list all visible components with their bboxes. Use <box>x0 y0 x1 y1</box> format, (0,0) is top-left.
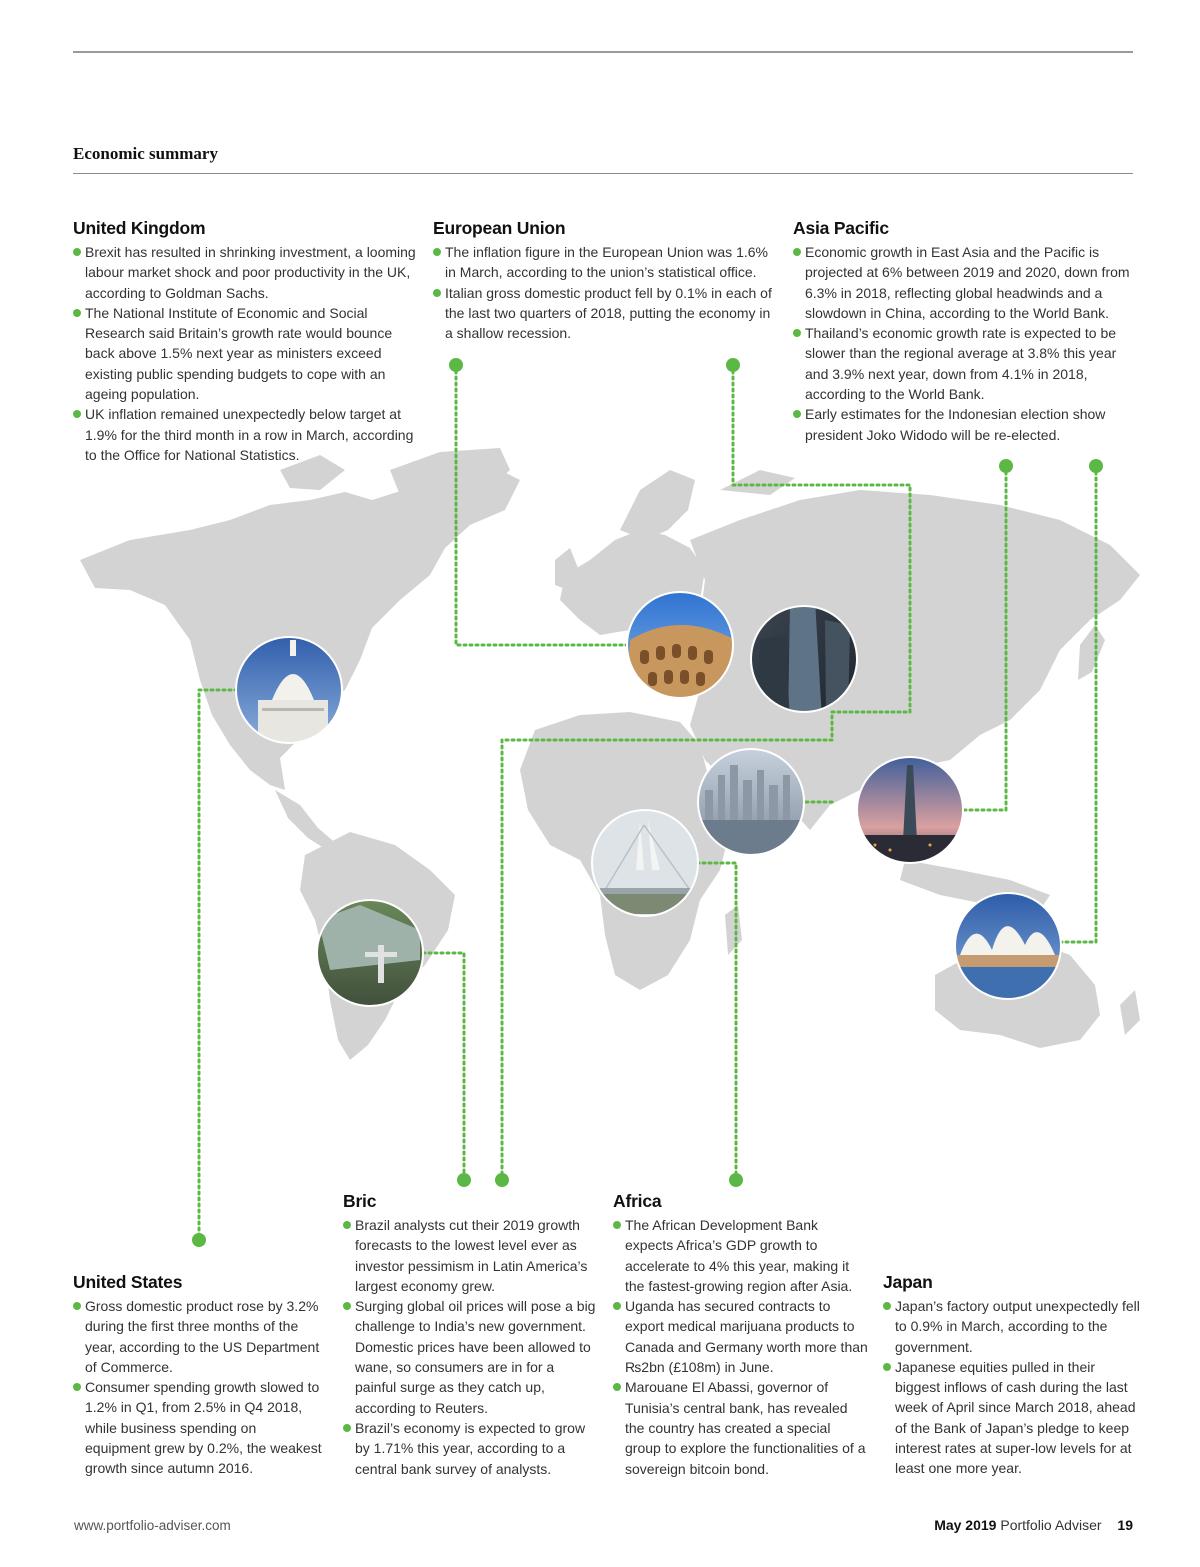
list-item: Italian gross domestic product fell by 0.1% in each of the last two quarters of 2018, putting the economy in a shallow recession. <box>433 283 778 344</box>
list-item: Economic growth in East Asia and the Pacific is projected at 6% between 2019 and 2020, down from 6.3% in 2018, reflecting global headwinds and a slowdown in China, according to the World Bank. <box>793 242 1138 323</box>
website-link[interactable]: www.portfolio-adviser.com <box>74 1518 231 1533</box>
section-title: Economic summary <box>73 144 218 163</box>
region-title: United Kingdom <box>73 218 206 238</box>
region-title: United States <box>73 1272 183 1292</box>
bullet-list <box>433 242 778 343</box>
list-item: The inflation figure in the European Union was 1.6% in March, according to the union’s statistical office. <box>433 242 778 283</box>
region-japan <box>883 1272 1143 1479</box>
list-item: The African Development Bank expects Africa’s GDP growth to accelerate to 4% this year, making it the fastest-growing region after Asia. <box>613 1215 868 1296</box>
bullet-list <box>73 242 418 465</box>
issue-date: May 2019 <box>934 1517 997 1533</box>
region-united-states <box>73 1272 323 1479</box>
list-item: Uganda has secured contracts to export medical marijuana products to Canada and Germany worth more than ₨2bn (£108m) in June. <box>613 1296 868 1377</box>
region-title: Bric <box>343 1191 377 1211</box>
list-item: Brazil’s economy is expected to grow by 1.71% this year, according to a central bank survey of analysts. <box>343 1418 598 1479</box>
region-bric <box>343 1191 598 1479</box>
list-item: Surging global oil prices will pose a big challenge to India’s new government. Domestic prices have been allowed to wane, so consumers are in for a painful surge as they catch up, according to Reuters. <box>343 1296 598 1418</box>
bullet-list <box>793 242 1138 445</box>
region-africa <box>613 1191 868 1479</box>
region-title: Africa <box>613 1191 662 1211</box>
bullet-list <box>883 1296 1143 1479</box>
region-asia-pacific <box>793 218 1138 445</box>
bullet-list <box>73 1296 323 1479</box>
list-item: Brexit has resulted in shrinking investment, a looming labour market shock and poor productivity in the UK, according to Goldman Sachs. <box>73 242 418 303</box>
list-item: Brazil analysts cut their 2019 growth forecasts to the lowest level ever as investor pessimism in Latin America’s largest economy grew. <box>343 1215 598 1296</box>
list-item: Japan’s factory output unexpectedly fell to 0.9% in March, according to the government. <box>883 1296 1143 1357</box>
region-united-kingdom <box>73 218 418 465</box>
list-item: Gross domestic product rose by 3.2% during the first three months of the year, according to the US Department of Commerce. <box>73 1296 323 1377</box>
list-item: Thailand’s economic growth rate is expected to be slower than the regional average at 3.8% this year and 3.9% next year, down from 4.1% in 2018, according to the World Bank. <box>793 323 1138 404</box>
region-title: European Union <box>433 218 566 238</box>
bullet-list <box>343 1215 598 1479</box>
page-number: 19 <box>1117 1517 1133 1533</box>
list-item: Japanese equities pulled in their biggest inflows of cash during the last week of April since March 2018, ahead of the Bank of Japan’s pledge to keep interest rates at super-low levels for at least one more year. <box>883 1357 1143 1479</box>
region-european-union <box>433 218 778 343</box>
page-footer <box>934 1517 1133 1533</box>
list-item: UK inflation remained unexpectedly below target at 1.9% for the third month in a row in March, according to the Office for National Statistics. <box>73 404 418 465</box>
publication-name: Portfolio Adviser <box>1000 1517 1102 1533</box>
list-item: Consumer spending growth slowed to 1.2% in Q1, from 2.5% in Q4 2018, while business spending on equipment grew by 0.2%, the weakest growth since autumn 2016. <box>73 1377 323 1478</box>
region-title: Japan <box>883 1272 933 1292</box>
list-item: The National Institute of Economic and Social Research said Britain’s growth rate would bounce back above 1.5% next year as ministers exceed existing public spending budgets to cope with an ageing population. <box>73 303 418 404</box>
list-item: Marouane El Abassi, governor of Tunisia’s central bank, has revealed the country has created a special group to explore the functionalities of a sovereign bitcoin bond. <box>613 1377 868 1478</box>
region-title: Asia Pacific <box>793 218 889 238</box>
bullet-list <box>613 1215 868 1479</box>
list-item: Early estimates for the Indonesian election show president Joko Widodo will be re-elected. <box>793 404 1138 445</box>
